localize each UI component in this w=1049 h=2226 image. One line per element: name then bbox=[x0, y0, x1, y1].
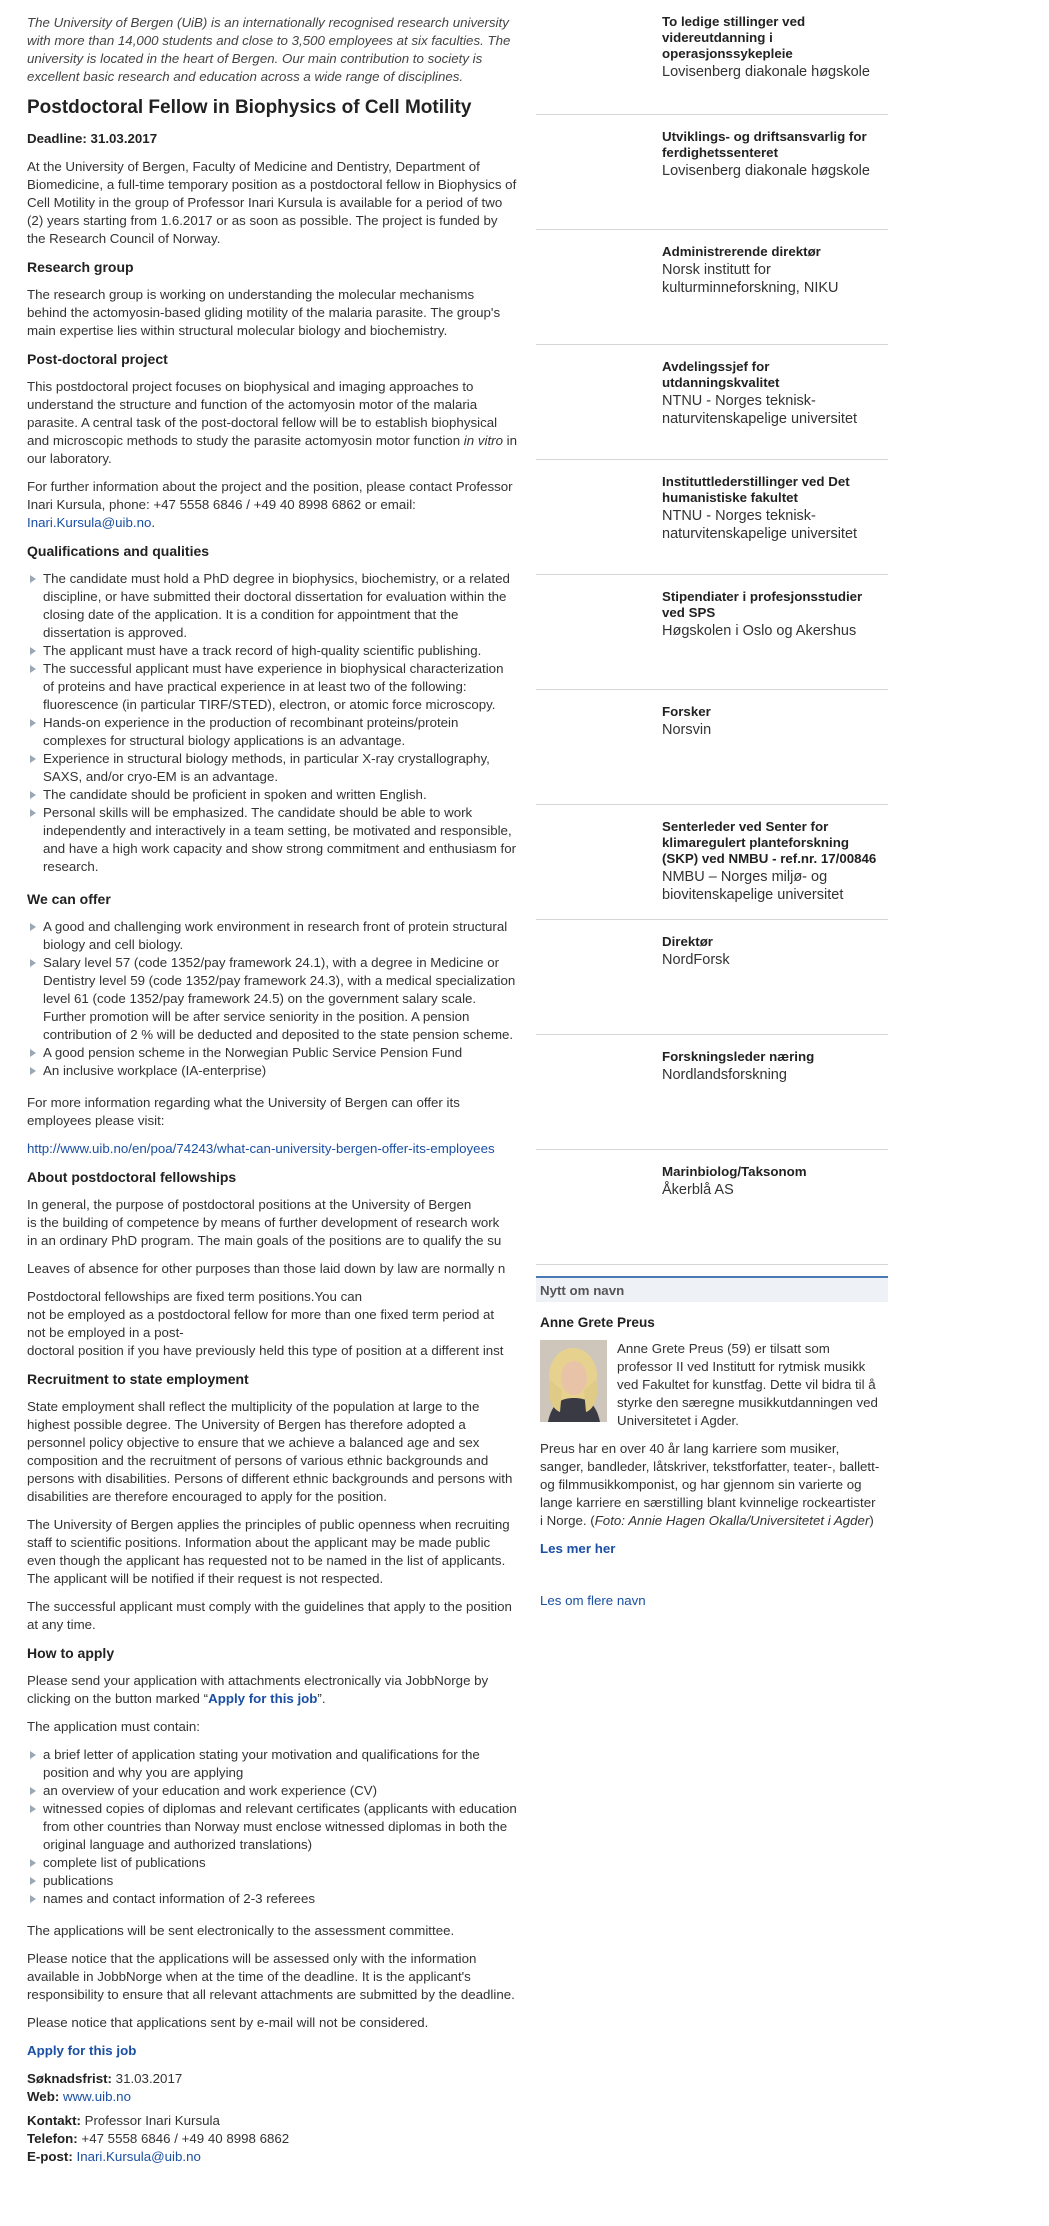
summary-text: At the University of Bergen, Faculty of Medicine and Dentistry, Department of Biomedicine, a full-time temporary position as a postdoctoral fellow in Biophysics of Cell Motility in the group of Professor Inari Kursula is available for a period of two (2) years starting from 1.6.2017 or as soon as possible. The project is funded by the Research Council of Norway. bbox=[27, 159, 517, 246]
job-list bbox=[536, 0, 888, 1265]
job-employer: NordForsk bbox=[662, 952, 730, 968]
how-to-apply-heading: How to apply bbox=[27, 1645, 115, 1661]
news-names-box bbox=[536, 1276, 888, 1610]
job-employer: Lovisenberg diakonale høgskole bbox=[662, 64, 870, 80]
list-item: witnessed copies of diplomas and relevant certificates (applicants with education from other countries than Norway must enclose witnessed diplomas in both the original language and authorized translations) bbox=[27, 1800, 517, 1854]
job-title[interactable]: Avdelingssjef for utdanningskvalitet bbox=[662, 359, 780, 390]
job-employer: NTNU - Norges teknisk-naturvitenskapelige universitet bbox=[662, 508, 858, 542]
project-text: This postdoctoral project focuses on biophysical and imaging approaches to understand the structure and function of the actomyosin motor of the malaria parasite. A central task of the post-doctoral fellow will be to establish biophysical and microscopic methods to study the parasite actomyosin motor function in vitro in our laboratory. bbox=[27, 379, 518, 466]
list-item: A good pension scheme in the Norwegian Public Service Pension Fund bbox=[27, 1044, 517, 1062]
list-item[interactable] bbox=[536, 0, 888, 115]
list-item: a brief letter of application stating your motivation and qualifications for the position and why you are applying bbox=[27, 1746, 517, 1782]
guidelines-text: The successful applicant must comply with the guidelines that apply to the position at any time. bbox=[27, 1599, 512, 1632]
about-text: In general, the purpose of postdoctoral positions at the University of Bergen is the building of competence by means of further development of research work in an ordinary PhD program. The main goals of the positions are to qualify the su bbox=[27, 1197, 502, 1248]
recruitment-text: State employment shall reflect the multiplicity of the population at large to the highest possible degree. The University of Bergen has therefore adopted a personnel policy objective to ensure that we achieve a balanced age and sex composition and the recruitment of persons of various ethnic backgrounds and persons with disabilities. Persons of different ethnic backgrounds and persons with disabilities are therefore encouraged to apply for the position. bbox=[27, 1399, 513, 1504]
list-item[interactable] bbox=[536, 345, 888, 460]
application-deadline: Søknadsfrist: 31.03.2017 bbox=[27, 2071, 183, 2086]
more-names-link[interactable]: Les om flere navn bbox=[540, 1593, 646, 1608]
apply-button[interactable]: Apply for this job bbox=[27, 2043, 137, 2058]
list-item: The applicant must have a track record of high-quality scientific publishing. bbox=[27, 642, 517, 660]
person-name[interactable]: Anne Grete Preus bbox=[540, 1315, 655, 1330]
notice-text: Please notice that the applications will be assessed only with the information available in JobbNorge when at the time of the deadline. It is the applicant's responsibility to ensure that all relevant attachments are submitted by the deadline. bbox=[27, 1951, 515, 2002]
page-title: Postdoctoral Fellow in Biophysics of Cell Motility bbox=[27, 97, 472, 118]
contact-email: E-post: Inari.Kursula@uib.no bbox=[27, 2149, 201, 2164]
apply-inline-link[interactable]: Apply for this job bbox=[208, 1691, 318, 1706]
list-item: Salary level 57 (code 1352/pay framework 24.1), with a degree in Medicine or Dentistry level 59 (code 1352/pay framework 24.3), with a medical specialization level 61 (code 1352/pay framework 24.5) on the government salary scale. Further promotion will be after service seniority in the position. A pension contribution of 2 % will be deducted and deposited to the state pension scheme. bbox=[27, 954, 517, 1044]
list-item: Personal skills will be emphasized. The candidate should be able to work independently and interactively in a team setting, be motivated and responsible, and have a high work capacity and show strong commitment and enthusiasm for research. bbox=[27, 804, 517, 876]
list-item: publications bbox=[27, 1872, 517, 1890]
person-photo bbox=[540, 1340, 607, 1422]
apply-text: Please send your application with attachments electronically via JobbNorge by clicking on the button marked “Apply for this job”. bbox=[27, 1673, 489, 1706]
job-employer: Norsvin bbox=[662, 722, 712, 738]
list-item[interactable] bbox=[536, 920, 888, 1035]
list-item[interactable] bbox=[536, 575, 888, 690]
person-text: Anne Grete Preus (59) er tilsatt som professor II ved Institutt for rytmisk musikk ved Fakultet for kunstfag. Dette vil bidra til å styrke den særegne musikkutdanningen ved Universitetet i Agder. bbox=[617, 1341, 878, 1428]
list-item: names and contact information of 2-3 referees bbox=[27, 1890, 517, 1908]
about-heading: About postdoctoral fellowships bbox=[27, 1169, 237, 1185]
fixed-term-text: Postdoctoral fellowships are fixed term positions.You can not be employed as a postdoctoral fellow for more than one fixed term period at not be employed in a post- doctoral position if you have previously held this type of position at a different inst bbox=[27, 1289, 504, 1358]
qualifications-list bbox=[27, 570, 517, 876]
news-names-heading: Nytt om navn bbox=[536, 1276, 888, 1302]
intro-text: The University of Bergen (UiB) is an internationally recognised research university with more than 14,000 students and close to 3,500 employees at six faculties. The university is located in the heart of Bergen. Our main contribution to society is excellent basic research and education across a wide range of disciplines. bbox=[27, 15, 511, 84]
qualifications-heading: Qualifications and qualities bbox=[27, 543, 210, 559]
contact-phone: Telefon: +47 5558 6846 / +49 40 8998 6862 bbox=[27, 2131, 290, 2146]
website-link[interactable]: www.uib.no bbox=[62, 2089, 131, 2104]
job-title[interactable]: Senterleder ved Senter for klimaregulert planteforskning (SKP) ved NMBU - ref.nr. 17/00846 bbox=[662, 819, 877, 866]
contact-text: For further information about the project and the position, please contact Professor Inari Kursula, phone: +47 5558 6846 / +49 40 8998 6862 or email: Inari.Kursula@uib.no. bbox=[27, 479, 513, 530]
list-item: The candidate must hold a PhD degree in biophysics, biochemistry, or a related discipline, or have submitted their doctoral dissertation for evaluation within the closing date of the application. It is a condition for appointment that the dissertation is approved. bbox=[27, 570, 517, 642]
job-title[interactable]: Direktør bbox=[662, 934, 713, 949]
must-contain-text: The application must contain: bbox=[27, 1719, 200, 1734]
offer-heading: We can offer bbox=[27, 891, 111, 907]
list-item[interactable] bbox=[536, 1150, 888, 1265]
research-group-text: The research group is working on understanding the molecular mechanisms behind the actomyosin-based gliding motility of the malaria parasite. The group's main expertise lies within structural molecular biology and biochemistry. bbox=[27, 287, 501, 338]
email-notice-text: Please notice that applications sent by e-mail will not be considered. bbox=[27, 2015, 429, 2030]
list-item[interactable] bbox=[536, 805, 888, 920]
job-employer: Åkerblå AS bbox=[662, 1182, 734, 1198]
job-title[interactable]: Stipendiater i profesjonsstudier ved SPS bbox=[662, 589, 863, 620]
contact-person: Kontakt: Professor Inari Kursula bbox=[27, 2113, 220, 2128]
job-title[interactable]: Marinbiolog/Taksonom bbox=[662, 1164, 807, 1179]
list-item: complete list of publications bbox=[27, 1854, 517, 1872]
list-item[interactable] bbox=[536, 230, 888, 345]
deadline: Deadline: 31.03.2017 bbox=[27, 131, 158, 146]
list-item: an overview of your education and work experience (CV) bbox=[27, 1782, 517, 1800]
job-employer: Lovisenberg diakonale høgskole bbox=[662, 163, 870, 179]
job-employer: Nordlandsforskning bbox=[662, 1067, 787, 1083]
job-employer: Norsk institutt for kulturminneforskning, NIKU bbox=[662, 262, 839, 296]
contact-email-link-bottom[interactable]: Inari.Kursula@uib.no bbox=[76, 2149, 201, 2164]
list-item[interactable] bbox=[536, 1035, 888, 1150]
list-item: The successful applicant must have experience in biophysical characterization of proteins and have practical experience in at least two of the following: fluorescence (in particular TIRF/STED), electron, or atomic force microscopy. bbox=[27, 660, 517, 714]
read-more-link[interactable]: Les mer her bbox=[540, 1541, 616, 1556]
portrait-image bbox=[540, 1340, 607, 1422]
person-career-text: Preus har en over 40 år lang karriere som musiker, sanger, bandleder, låtskriver, tekstforfatter, teater-, ballett- og filmmusikkomponist, og har gjennom sin varierte og lange karriere en særstilling blant kvinnelige rockeartister i Norge. (Foto: Annie Hagen Okalla/Universitetet i Agder) bbox=[540, 1441, 880, 1528]
job-title[interactable]: Instituttlederstillinger ved Det humanistiske fakultet bbox=[662, 474, 850, 505]
contact-email-link[interactable]: Inari.Kursula@uib.no bbox=[27, 515, 152, 530]
job-employer: NMBU – Norges miljø- og biovitenskapelige universitet bbox=[662, 869, 844, 903]
recruitment-heading: Recruitment to state employment bbox=[27, 1371, 249, 1387]
openness-text: The University of Bergen applies the principles of public openness when recruiting staff to scientific positions. Information about the applicant may be made public even though the applicant has requested not to be named in the list of applicants. The applicant will be notified if their request is not respected. bbox=[27, 1517, 510, 1586]
more-info-link[interactable]: http://www.uib.no/en/poa/74243/what-can-university-bergen-offer-its-employees bbox=[27, 1141, 495, 1156]
list-item: The candidate should be proficient in spoken and written English. bbox=[27, 786, 517, 804]
list-item: Experience in structural biology methods, in particular X-ray crystallography, SAXS, and/or cryo-EM is an advantage. bbox=[27, 750, 517, 786]
list-item[interactable] bbox=[536, 115, 888, 230]
job-title[interactable]: Utviklings- og driftsansvarlig for ferdighetssenteret bbox=[662, 129, 867, 160]
leave-text: Leaves of absence for other purposes than those laid down by law are normally n bbox=[27, 1261, 506, 1276]
more-info-text: For more information regarding what the University of Bergen can offer its employees please visit: bbox=[27, 1095, 460, 1128]
job-title[interactable]: Forsker bbox=[662, 704, 711, 719]
list-item[interactable] bbox=[536, 690, 888, 805]
offer-list bbox=[27, 918, 517, 1080]
list-item: An inclusive workplace (IA-enterprise) bbox=[27, 1062, 517, 1080]
application-contents-list bbox=[27, 1746, 517, 1908]
research-group-heading: Research group bbox=[27, 259, 134, 275]
list-item: Hands-on experience in the production of recombinant proteins/protein complexes for structural biology applications is an advantage. bbox=[27, 714, 517, 750]
job-article bbox=[27, 14, 517, 2166]
job-title[interactable]: Forskningsleder næring bbox=[662, 1049, 815, 1064]
project-heading: Post-doctoral project bbox=[27, 351, 168, 367]
list-item[interactable] bbox=[536, 460, 888, 575]
list-item: A good and challenging work environment in research front of protein structural biology and cell biology. bbox=[27, 918, 517, 954]
job-title[interactable]: Administrerende direktør bbox=[662, 244, 821, 259]
sent-text: The applications will be sent electronically to the assessment committee. bbox=[27, 1923, 455, 1938]
job-employer: NTNU - Norges teknisk-naturvitenskapelige universitet bbox=[662, 393, 858, 427]
job-title[interactable]: To ledige stillinger ved videreutdanning i operasjonssykepleie bbox=[662, 14, 806, 61]
website: Web: www.uib.no bbox=[27, 2089, 131, 2104]
job-employer: Høgskolen i Oslo og Akershus bbox=[662, 623, 857, 639]
